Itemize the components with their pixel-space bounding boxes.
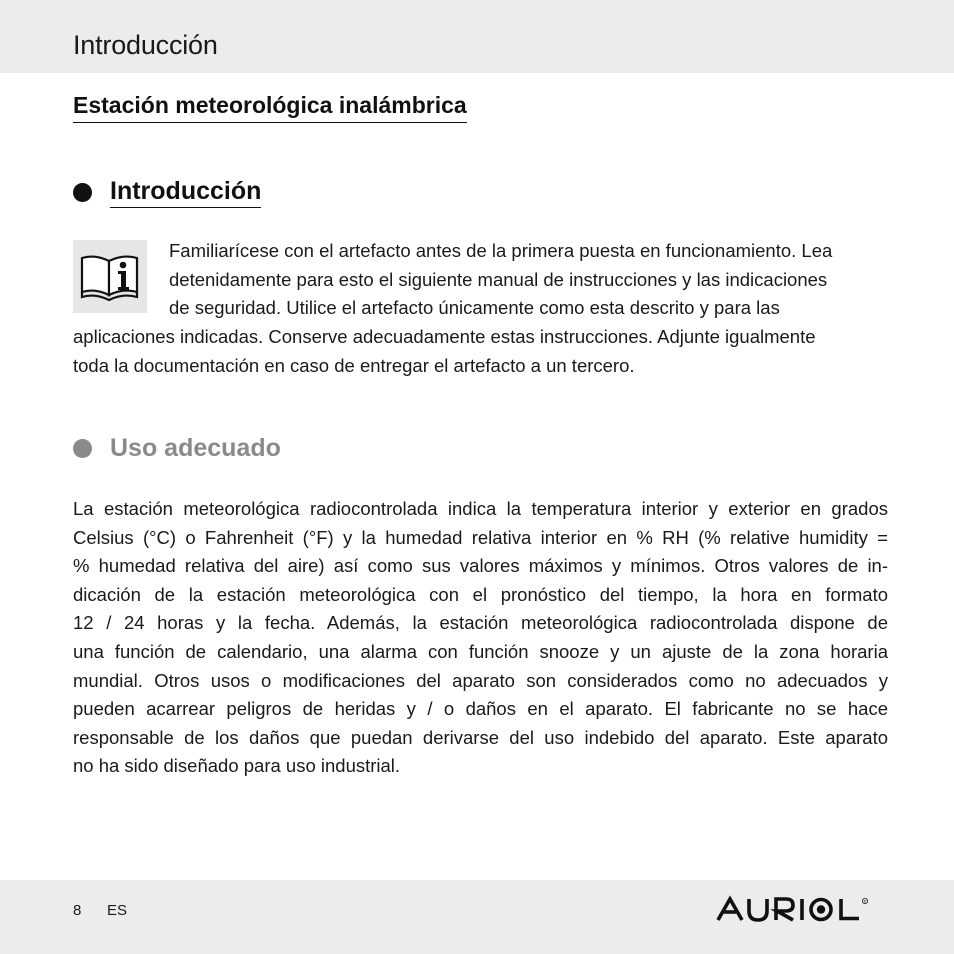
section-heading-label: Introducción — [110, 176, 261, 208]
text-line: La estación meteorológica radiocontrolada indica la temperatura interior y exterior en grados — [73, 498, 888, 519]
text-line: de seguridad. Utilice el artefacto únicamente como esta descrito y para las — [169, 297, 780, 319]
document-title: Estación meteorológica inalámbrica — [73, 90, 467, 123]
uso-paragraph — [73, 495, 888, 781]
text-line: mundial. Otros usos o modificaciones del aparato son considerados como no adecuados y — [73, 669, 888, 691]
text-line: % humedad relativa del aire) así como sus valores máximos y mínimos. Otros valores de in- — [73, 555, 888, 577]
language-code: ES — [107, 902, 128, 919]
intro-paragraph-beside-icon — [169, 237, 889, 323]
text-line: no ha sido diseñado para uso industrial. — [73, 755, 401, 777]
bullet-icon — [73, 183, 92, 202]
auriol-logo-icon — [716, 894, 886, 926]
section-heading-label: Uso adecuado — [110, 434, 281, 462]
text-line: 12 / 24 horas y la fecha. Además, la estación meteorológica radiocontrolada dispone de — [73, 612, 888, 634]
section-heading-introduccion — [73, 176, 261, 208]
text-line: detenidamente para esto el siguiente manual de instrucciones y las indicaciones — [169, 268, 828, 290]
svg-text:R: R — [863, 899, 867, 904]
text-line: toda la documentación en caso de entregar el artefacto a un tercero. — [73, 354, 635, 376]
page-number: 8 — [73, 902, 82, 919]
text-line: responsable de los daños que puedan derivarse del uso indebido del aparato. Este aparato — [73, 726, 888, 748]
text-line: dicación de la estación meteorológica con el pronóstico del tiempo, la hora en formato — [73, 583, 888, 605]
intro-paragraph-continued — [73, 323, 893, 380]
text-line: Familiarícese con el artefacto antes de la primera puesta en funcionamiento. Lea — [169, 240, 833, 261]
text-line: aplicaciones indicadas. Conserve adecuadamente estas instrucciones. Adjunte igualmente — [73, 326, 816, 347]
section-heading-uso-adecuado — [73, 432, 281, 464]
bullet-icon — [73, 439, 92, 458]
brand-logo — [716, 894, 886, 926]
page-header-title: Introducción — [73, 30, 218, 60]
text-line: pueden acarrear peligros de heridas y / o daños en el aparato. El fabricante no se hace — [73, 698, 888, 720]
text-line: una función de calendario, una alarma con función snooze y un ajuste de la zona horaria — [73, 640, 888, 662]
info-manual-icon — [73, 240, 147, 313]
text-line: Celsius (°C) o Fahrenheit (°F) y la humedad relativa interior en % RH (% relative humidity = — [73, 526, 888, 548]
